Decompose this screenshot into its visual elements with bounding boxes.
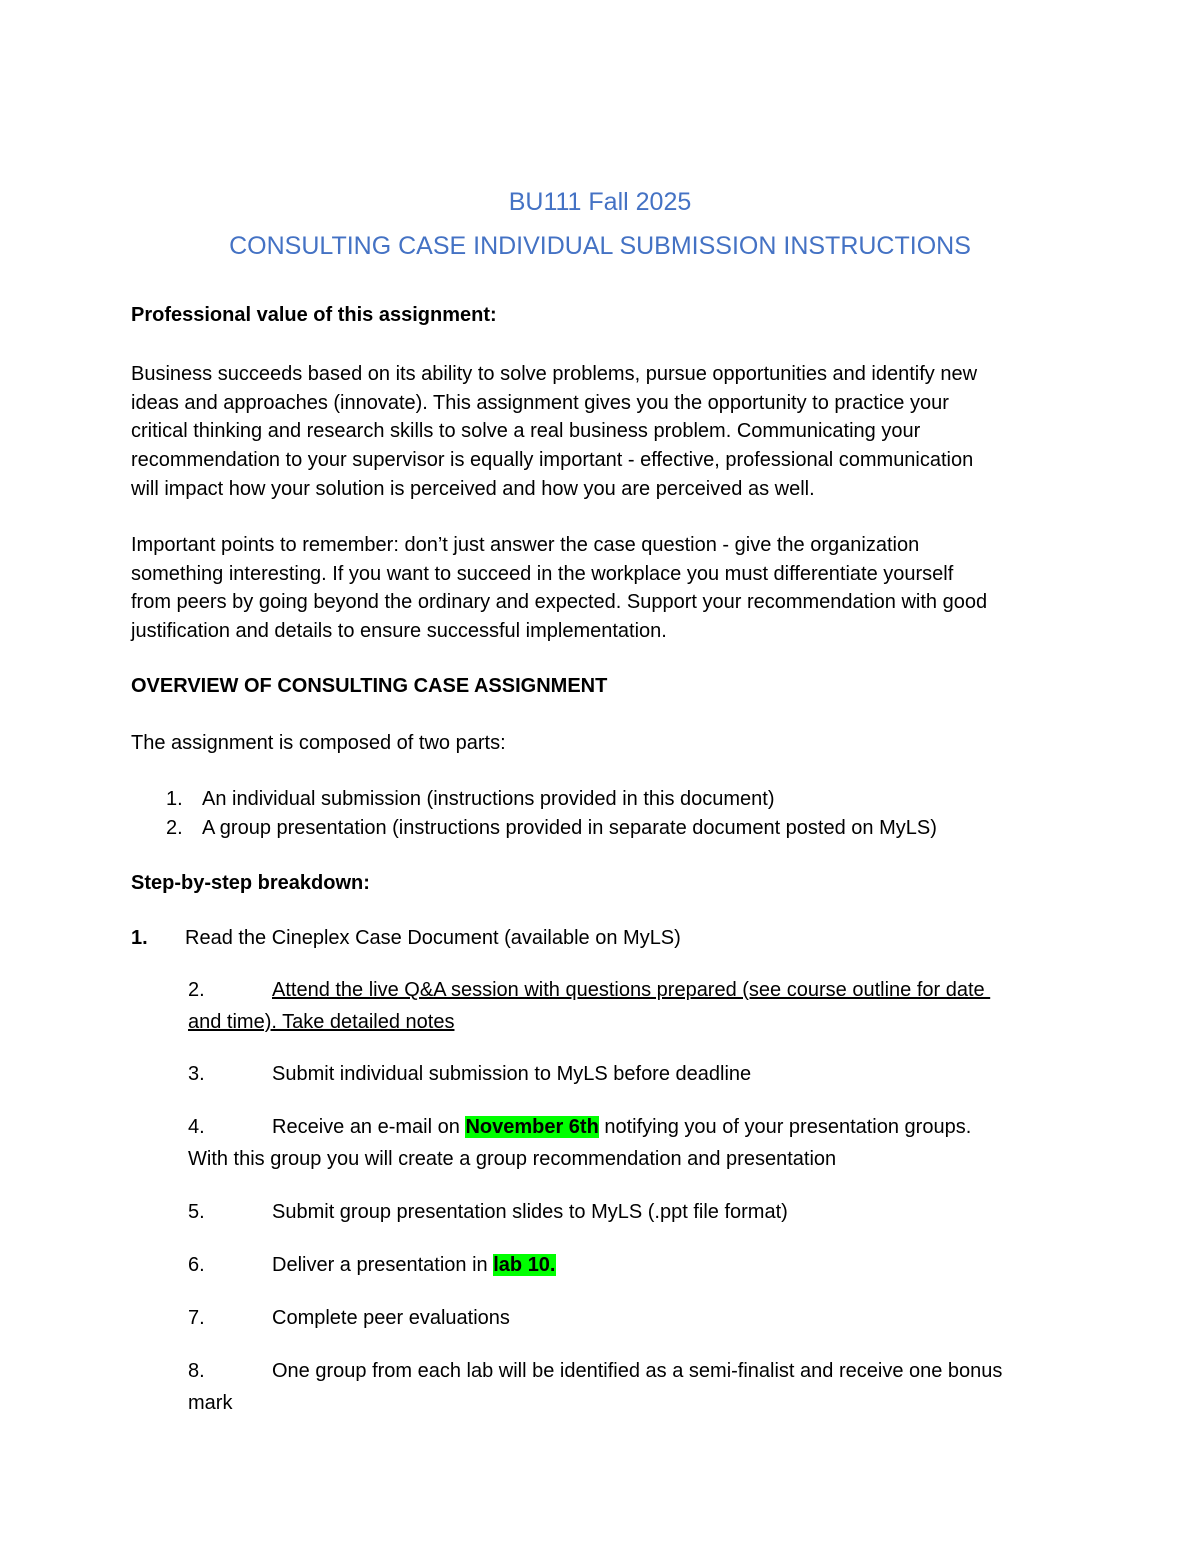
professional-value-paragraph: [131, 360, 1081, 504]
step-text-continued: With this group you will create a group recommendation and presentation: [188, 1148, 837, 1170]
highlighted-lab: lab 10.: [493, 1254, 556, 1276]
step-number: 3.: [188, 1063, 205, 1085]
document-title: CONSULTING CASE INDIVIDUAL SUBMISSION INSTRUCTIONS: [229, 232, 971, 260]
step-4: [188, 1111, 971, 1175]
step-text: Read the Cineplex Case Document (available on MyLS): [185, 927, 681, 949]
part-number: 1.: [166, 788, 183, 810]
step-text-continued: and time). Take detailed notes: [188, 1011, 455, 1033]
part-item-text: An individual submission (instructions provided in this document): [202, 788, 775, 810]
paragraph-line: critical thinking and research skills to solve a real business problem. Communicating your: [131, 420, 921, 443]
step-text: Complete peer evaluations: [272, 1307, 510, 1329]
breakdown-heading: Step-by-step breakdown:: [131, 872, 370, 894]
paragraph-line: Business succeeds based on its ability to solve problems, pursue opportunities and identify new: [131, 363, 978, 385]
step-text: One group from each lab will be identified as a semi-finalist and receive one bonus: [272, 1360, 1003, 1382]
overview-intro: The assignment is composed of two parts:: [131, 732, 506, 754]
step-text: Submit group presentation slides to MyLS (.ppt file format): [272, 1201, 788, 1223]
paragraph-line: recommendation to your supervisor is equally important - effective, professional communication: [131, 449, 974, 472]
step-number: 2.: [188, 979, 205, 1001]
professional-value-heading: Professional value of this assignment:: [131, 304, 497, 326]
step-2: [188, 974, 990, 1038]
step-number: 5.: [188, 1201, 205, 1223]
step-number: 7.: [188, 1307, 205, 1329]
paragraph-line: ideas and approaches (innovate). This assignment gives you the opportunity to practice your: [131, 391, 949, 414]
paragraph-line: will impact how your solution is perceived and how you are perceived as well.: [131, 477, 815, 500]
step-text-continued: mark: [188, 1392, 233, 1414]
paragraph-line: justification and details to ensure successful implementation.: [131, 620, 667, 643]
important-points-paragraph: [131, 531, 1081, 646]
part-item-text: A group presentation (instructions provided in separate document posted on MyLS): [202, 817, 937, 839]
paragraph-line: something interesting. If you want to succeed in the workplace you must differentiate yourself: [131, 562, 954, 585]
step-3: [188, 1058, 751, 1090]
step-text: Deliver a presentation in: [272, 1254, 494, 1276]
step-text: Receive an e-mail on: [272, 1116, 466, 1138]
highlighted-date: November 6th: [465, 1116, 599, 1138]
step-number: 4.: [188, 1116, 205, 1138]
step-number: 8.: [188, 1360, 205, 1382]
step-text: notifying you of your presentation groups.: [598, 1116, 972, 1138]
step-number: 6.: [188, 1254, 205, 1276]
step-8: [188, 1355, 1002, 1419]
part-number: 2.: [166, 817, 183, 839]
step-5: [188, 1196, 788, 1228]
step-text: Attend the live Q&A session with questions prepared (see course outline for date: [272, 979, 991, 1001]
step-text: Submit individual submission to MyLS before deadline: [272, 1063, 752, 1085]
overview-heading: OVERVIEW OF CONSULTING CASE ASSIGNMENT: [131, 675, 608, 697]
step-number: 1.: [131, 927, 148, 949]
step-7: [188, 1302, 510, 1334]
paragraph-line: from peers by going beyond the ordinary and expected. Support your recommendation with good: [131, 591, 988, 614]
step-6: [188, 1249, 556, 1281]
course-title: BU111 Fall 2025: [508, 188, 692, 216]
paragraph-line: Important points to remember: don’t just answer the case question - give the organization: [131, 534, 920, 556]
